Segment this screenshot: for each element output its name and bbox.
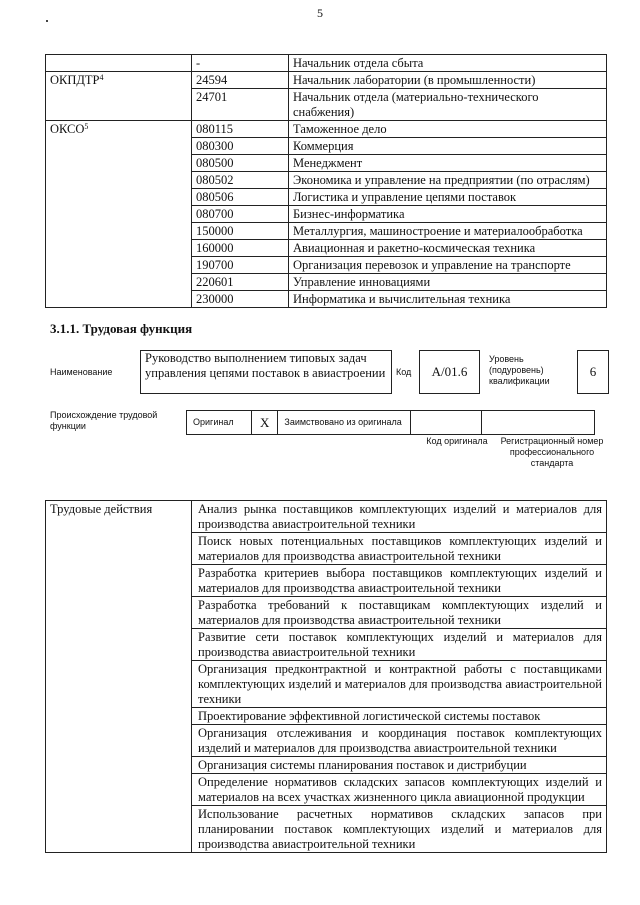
table-row — [46, 121, 607, 138]
reg-number-cell — [482, 411, 595, 435]
original-code-cell — [411, 411, 482, 435]
classifier-code: 190700 — [192, 257, 289, 274]
action-item: Развитие сети поставок комплектующих изделий и материалов для производства авиастроительной техники — [192, 629, 607, 661]
classifier-name: Начальник отдела сбыта — [289, 55, 607, 72]
classifier-group — [46, 121, 192, 308]
classifier-name: Управление инновациями — [289, 274, 607, 291]
classifier-name: Начальник отдела (материально-технического снабжения) — [289, 89, 607, 121]
classifier-group — [46, 72, 192, 121]
action-item: Проектирование эффективной логистической системы поставок — [192, 708, 607, 725]
classifier-group — [46, 55, 192, 72]
classifier-name: Логистика и управление цепями поставок — [289, 189, 607, 206]
classifier-group-label: ОКСО — [50, 122, 85, 136]
classifier-code: - — [192, 55, 289, 72]
action-item: Поиск новых потенциальных поставщиков комплектующих изделий и материалов для производства авиастроительной техники — [192, 533, 607, 565]
classifier-code: 080115 — [192, 121, 289, 138]
classifier-code: 080502 — [192, 172, 289, 189]
classifier-code: 24594 — [192, 72, 289, 89]
footnote-mark: 5 — [84, 122, 89, 131]
footnote-mark: 4 — [99, 73, 104, 82]
classifier-name: Начальник лаборатории (в промышленности) — [289, 72, 607, 89]
classifier-name: Металлургия, машиностроение и материалообработка — [289, 223, 607, 240]
action-item: Анализ рынка поставщиков комплектующих изделий и материалов для производства авиастроительной техники — [192, 501, 607, 533]
actions-table — [45, 500, 607, 853]
classifier-name: Бизнес-информатика — [289, 206, 607, 223]
classifier-name: Информатика и вычислительная техника — [289, 291, 607, 308]
classifier-name: Коммерция — [289, 138, 607, 155]
origin-table — [186, 410, 595, 435]
classifier-code: 080500 — [192, 155, 289, 172]
action-item: Организация системы планирования поставок и дистрибуции — [192, 757, 607, 774]
origin-code-caption: Код оригинала — [426, 436, 488, 446]
classifier-name: Менеджмент — [289, 155, 607, 172]
function-name-value: Руководство выполнением типовых задач управления цепями поставок в авиастроении — [140, 350, 392, 394]
classifier-name: Организация перевозок и управление на транспорте — [289, 257, 607, 274]
classifier-name: Экономика и управление на предприятии (по отраслям) — [289, 172, 607, 189]
classifier-name: Таможенное дело — [289, 121, 607, 138]
classifier-code: 220601 — [192, 274, 289, 291]
origin-label: Происхождение трудовой функции — [50, 410, 158, 431]
table-row — [46, 55, 607, 72]
table-row — [46, 72, 607, 89]
level-label: Уровень (подуровень) квалификации — [489, 354, 550, 386]
actions-header: Трудовые действия — [46, 501, 192, 853]
name-label: Наименование — [50, 367, 113, 377]
page-number: 5 — [317, 6, 323, 20]
original-mark: X — [252, 411, 278, 435]
original-label: Оригинал — [187, 411, 252, 435]
borrowed-label: Заимствовано из оригинала — [278, 411, 411, 435]
action-item: Разработка критериев выбора поставщиков комплектующих изделий и материалов для производства авиастроительной техники — [192, 565, 607, 597]
action-item: Организация отслеживания и координация поставок комплектующих изделий и материалов для производства авиастроительной техники — [192, 725, 607, 757]
classifier-table — [45, 54, 607, 308]
table-row — [187, 411, 595, 435]
action-item: Разработка требований к поставщикам комплектующих изделий и материалов для производства авиастроительной техники — [192, 597, 607, 629]
action-item: Организация предконтрактной и контрактной работы с поставщиками комплектующих изделий и материалов для производства авиастроительной техники — [192, 661, 607, 708]
action-item: Определение нормативов складских запасов комплектующих изделий и материалов на всех участках жизненного цикла авиационной продукции — [192, 774, 607, 806]
section-title: 3.1.1. Трудовая функция — [50, 321, 193, 336]
table-row — [46, 501, 607, 533]
classifier-name: Авиационная и ракетно-космическая техника — [289, 240, 607, 257]
classifier-code: 24701 — [192, 89, 289, 121]
code-label: Код — [396, 367, 412, 377]
origin-reg-caption: Регистрационный номер профессионального стандарта — [500, 436, 604, 468]
scan-dot — [46, 20, 48, 22]
classifier-code: 230000 — [192, 291, 289, 308]
classifier-group-label: ОКПДТР — [50, 73, 100, 87]
level-value: 6 — [577, 350, 609, 394]
classifier-code: 080700 — [192, 206, 289, 223]
classifier-code: 080300 — [192, 138, 289, 155]
classifier-code: 160000 — [192, 240, 289, 257]
classifier-code: 080506 — [192, 189, 289, 206]
action-item: Использование расчетных нормативов складских запасов при планировании поставок комплектующих изделий и материалов для производства авиастроительной техники — [192, 806, 607, 853]
function-code-value: A/01.6 — [419, 350, 480, 394]
classifier-code: 150000 — [192, 223, 289, 240]
